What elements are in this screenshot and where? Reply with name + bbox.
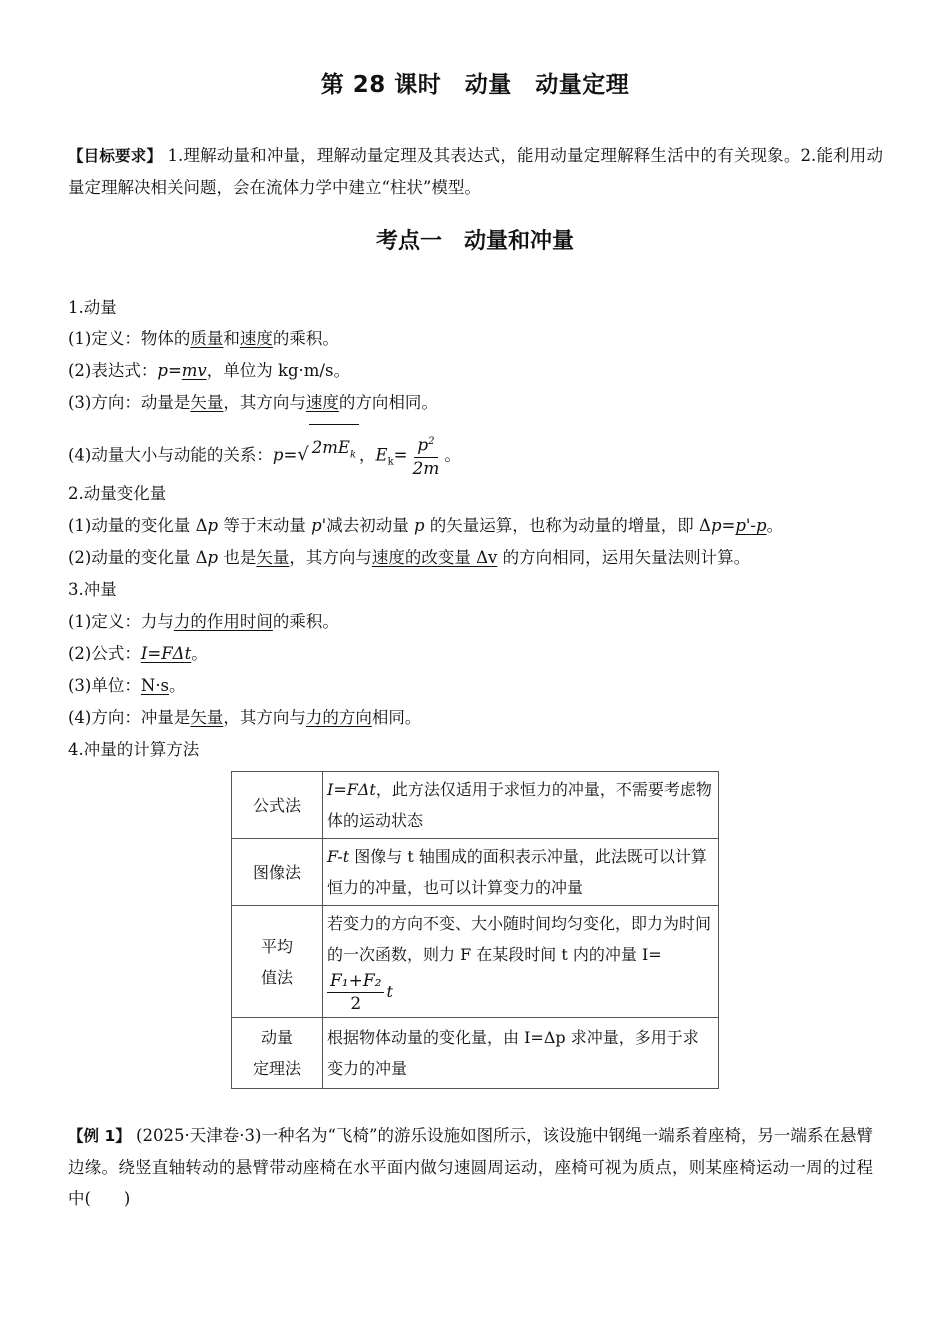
- method-desc: F-t 图像与 t 轴围成的面积表示冲量，此法既可以计算恒力的冲量，也可以计算变力的冲量: [323, 839, 719, 906]
- page-title: 第 28 课时 动量 动量定理: [320, 72, 630, 98]
- method-name: 动量 定理法: [232, 1018, 323, 1089]
- momentum-expression: (2)表达式：p=mv，单位为 kg·m/s。: [68, 361, 350, 380]
- method-desc: 若变力的方向不变、大小随时间均匀变化，即力为时间的一次函数，则力 F 在某段时间 t 内的冲量 I= $\frac{\text{F₁+F₂}}{2}$ t: [323, 906, 719, 1018]
- table-row: [232, 906, 719, 1018]
- method-name: 公式法: [232, 772, 323, 839]
- change-heading: 2.动量变化量: [68, 484, 167, 503]
- example-text: (2025·天津卷·3)一种名为“飞椅”的游乐设施如图所示，该设施中钢绳一端系着座椅，另一端系在悬臂边缘。绕竖直轴转动的悬臂带动座椅在水平面内做匀速圆周运动，座椅可视为质点，则某座椅运动一周的过程中( ): [68, 1126, 874, 1208]
- section-title: 考点一 动量和冲量: [375, 229, 574, 254]
- kinetic-energy-fraction: $\frac{p^2}{2m}$: [409, 431, 442, 480]
- momentum-heading: 1.动量: [68, 298, 117, 317]
- blank-vector-3: 矢量: [190, 708, 224, 727]
- impulse-heading: 3.冲量: [68, 580, 117, 599]
- blank-impulse-formula: I=FΔt: [140, 644, 192, 663]
- average-force-fraction: $\frac{\text{F₁+F₂}}{2}$: [327, 970, 384, 1015]
- blank-force-time: 力的作用时间: [173, 612, 273, 631]
- sqrt-formula: √ $2mE_k$: [297, 424, 359, 478]
- blank-force-direction: 力的方向: [305, 708, 372, 727]
- impulse-direction: (4)方向：冲量是矢量，其方向与力的方向相同。: [68, 708, 422, 727]
- blank-velocity: 速度: [239, 329, 273, 348]
- blank-mv: mv: [181, 361, 207, 380]
- example-tag: 【例 1】: [68, 1127, 131, 1145]
- method-name: 平均 值法: [232, 906, 323, 1018]
- impulse-definition: (1)定义：力与力的作用时间的乘积。: [68, 612, 339, 631]
- table-row: [232, 1018, 719, 1089]
- momentum-energy-relation: (4)动量大小与动能的关系：p= √ $2mE_k$ ，$E_k=$ $\frac{p^2}{2m}$ 。: [68, 424, 461, 486]
- calc-heading: 4.冲量的计算方法: [68, 740, 200, 759]
- goal-tag: 【目标要求】: [68, 147, 163, 165]
- change-line-2: (2)动量的变化量 Δp 也是矢量，其方向与速度的改变量 Δv 的方向相同，运用矢量法则计算。: [68, 548, 751, 567]
- momentum-definition: (1)定义：物体的质量和速度的乘积。: [68, 329, 339, 348]
- learning-goals: [68, 140, 883, 204]
- table-row: [232, 772, 719, 839]
- impulse-unit: (3)单位：N·s。: [68, 676, 186, 695]
- goal-text: 1.理解动量和冲量，理解动量定理及其表达式，能用动量定理解释生活中的有关现象。2.能利用动量定理解决相关问题，会在流体力学中建立“柱状”模型。: [68, 146, 883, 197]
- blank-delta-p: p'-p: [735, 516, 767, 535]
- table-row: [232, 839, 719, 906]
- change-line-1: (1)动量的变化量 Δp 等于末动量 p'减去初动量 p 的矢量运算，也称为动量的增量，即 Δp=p'-p。: [68, 516, 784, 535]
- method-desc: 根据物体动量的变化量，由 I=Δp 求冲量，多用于求变力的冲量: [323, 1018, 719, 1089]
- impulse-methods-table: [231, 771, 719, 1089]
- method-desc: I=FΔt，此方法仅适用于求恒力的冲量，不需要考虑物体的运动状态: [323, 772, 719, 839]
- blank-vector-2: 矢量: [256, 548, 290, 567]
- blank-vector: 矢量: [190, 393, 224, 412]
- blank-velocity-2: 速度: [305, 393, 339, 412]
- blank-mass: 质量: [190, 329, 224, 348]
- method-name: 图像法: [232, 839, 323, 906]
- blank-unit: N·s: [140, 676, 170, 695]
- impulse-formula: (2)公式：I=FΔt。: [68, 644, 208, 663]
- example-question: [68, 1120, 873, 1214]
- blank-velocity-change: 速度的改变量 Δv: [371, 548, 498, 567]
- momentum-direction: (3)方向：动量是矢量，其方向与速度的方向相同。: [68, 393, 438, 412]
